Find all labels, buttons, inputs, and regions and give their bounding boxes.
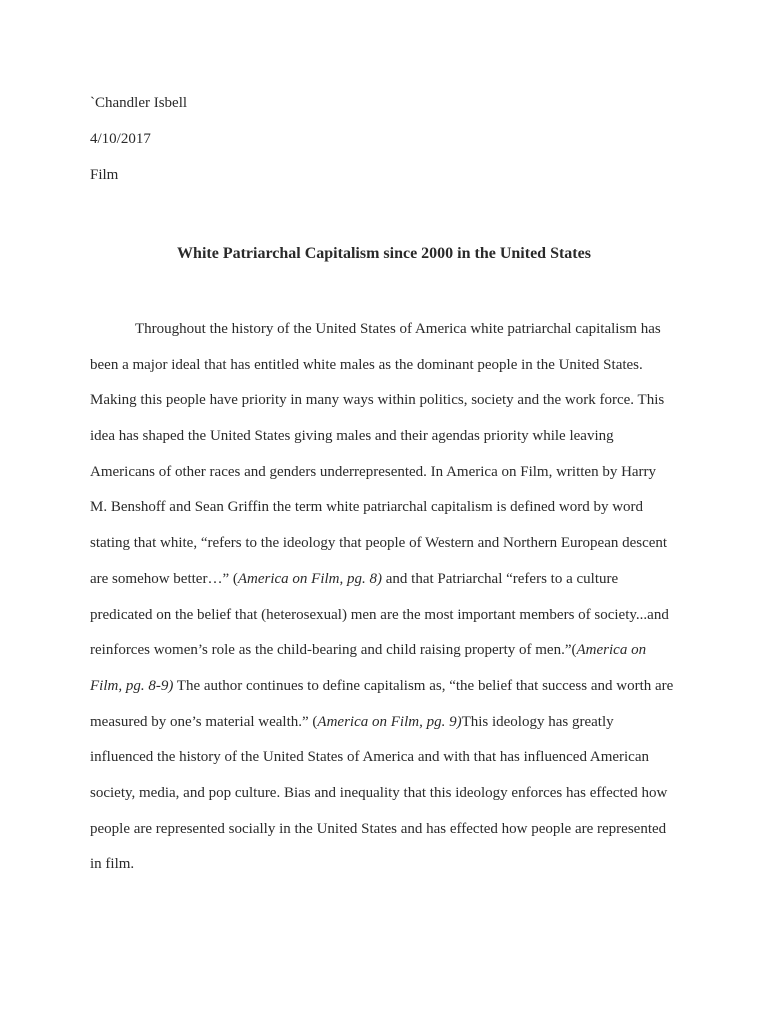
paragraph-line: people are represented socially in the United States and has effected how people are represented (90, 821, 667, 837)
paragraph-line: influenced the history of the United States of America and with that has influenced American (90, 749, 649, 765)
paragraph-line: stating that white, “refers to the ideology that people of Western and Northern European descent (90, 535, 668, 551)
paragraph-line: predicated on the belief that (heterosexual) men are the most important members of society...and (90, 607, 669, 623)
citation: America on Film, pg. 8) (237, 571, 382, 587)
paragraph-line: society, media, and pop culture. Bias and inequality that this ideology enforces has effected how (90, 785, 668, 801)
text-run: and that Patriarchal “refers to a culture (382, 571, 619, 587)
paragraph-line (90, 570, 618, 588)
paragraph-line: Americans of other races and genders underrepresented. In America on Film, written by Harry (90, 464, 657, 480)
paragraph-line: idea has shaped the United States giving males and their agendas priority while leaving (90, 428, 614, 444)
text-run: measured by one’s material wealth.” ( (90, 714, 318, 730)
paragraph-line: in film. (90, 856, 135, 872)
citation: America on (576, 642, 647, 658)
paragraph-line (90, 641, 646, 659)
citation: Film, pg. 8-9) (90, 678, 174, 694)
paragraph-line (90, 713, 614, 731)
document-date: 4/10/2017 (90, 131, 151, 147)
paragraph-line: M. Benshoff and Sean Griffin the term white patriarchal capitalism is defined word by word (90, 499, 644, 515)
course-name: Film (90, 167, 119, 183)
paragraph-line: been a major ideal that has entitled white males as the dominant people in the United States. (90, 357, 643, 373)
author-name: `Chandler Isbell (90, 95, 188, 111)
paragraph-line: Throughout the history of the United States of America white patriarchal capitalism has (135, 321, 661, 337)
citation: America on Film, pg. 9) (317, 714, 462, 730)
document-title: White Patriarchal Capitalism since 2000 in the United States (177, 245, 591, 262)
text-run: reinforces women’s role as the child-bearing and child raising property of men.”( (90, 642, 577, 658)
text-run: This ideology has greatly (461, 714, 614, 730)
paragraph-line (90, 677, 673, 695)
paragraph-line: Making this people have priority in many ways within politics, society and the work force. This (90, 392, 665, 408)
text-run: The author continues to define capitalism as, “the belief that success and worth are (173, 678, 674, 694)
text-run: are somehow better…” ( (90, 571, 238, 587)
